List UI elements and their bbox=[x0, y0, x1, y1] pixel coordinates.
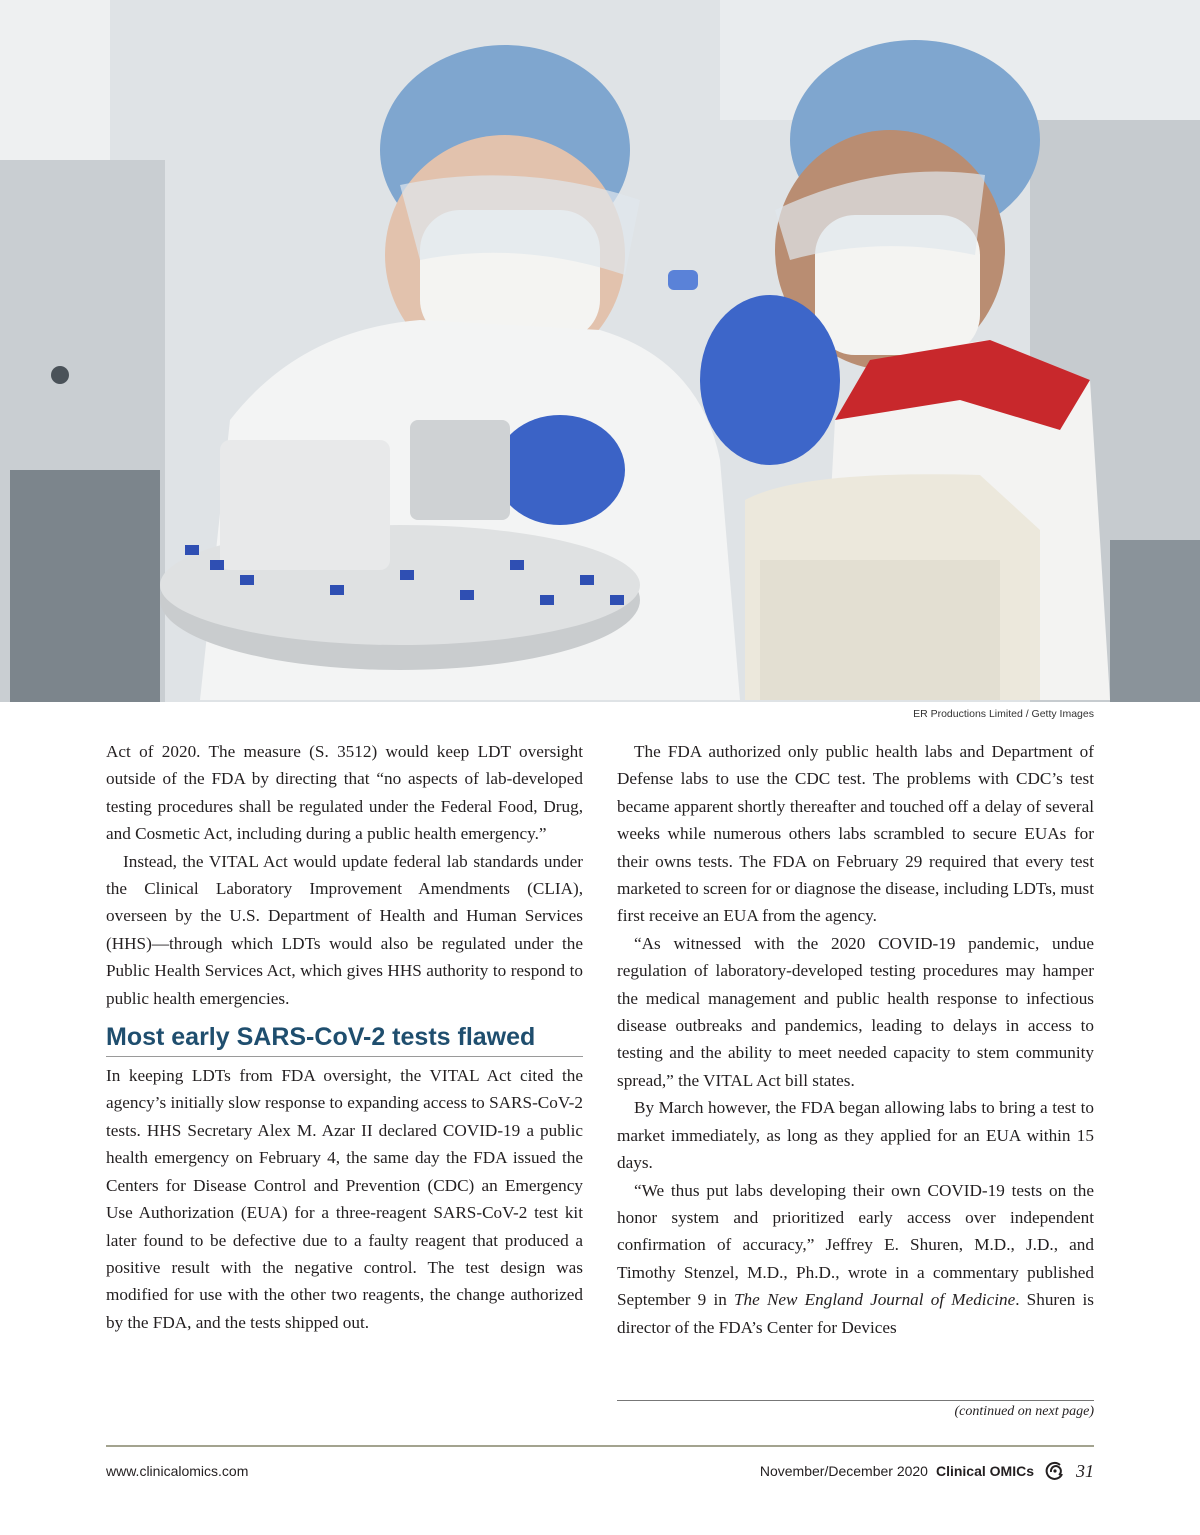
hero-photo bbox=[0, 0, 1200, 702]
body-text: . Shuren is director of the FDA’s Center for Devices bbox=[617, 1290, 1094, 1337]
footer-magazine-name: Clinical OMICs bbox=[935, 1463, 1034, 1479]
body-paragraph: By March however, the FDA began allowing labs to bring a test to market immediately, as long as they applied for an EUA within 15 days. bbox=[617, 1098, 1094, 1173]
photo-credit: ER Productions Limited / Getty Images bbox=[913, 708, 1094, 720]
body-paragraph: Act of 2020. The measure (S. 3512) would keep LDT oversight outside of the FDA by directing that “no aspects of lab-developed testing procedures shall be regulated under the Federal Food, Drug, and Cosmetic Act, including during a public health emergency.” bbox=[106, 742, 583, 844]
body-paragraph: “As witnessed with the 2020 COVID-19 pandemic, undue regulation of laboratory-developed testing procedures may hamper the medical management and public health response to infectious disease outbreaks and pandemics, leading to delays in access to testing and the ability to meet needed capacity to stem community spread,” the VITAL Act bill states. bbox=[617, 933, 1094, 1090]
footer-issue-date: November/December 2020 bbox=[759, 1463, 928, 1479]
footer-divider bbox=[106, 1445, 1094, 1447]
continued-divider bbox=[617, 1400, 1094, 1401]
body-paragraph: The FDA authorized only public health labs and Department of Defense labs to use the CDC test. The problems with CDC’s test became apparent shortly thereafter and touched off a delay of several weeks while numerous others labs scrambled to secure EUAs for their owns tests. The FDA on February 29 required that every test marketed to screen for or diagnose the disease, including LDTs, must first receive an EUA from the agency. bbox=[617, 742, 1094, 926]
continued-note: (continued on next page) bbox=[954, 1404, 1094, 1419]
article-column-right bbox=[617, 738, 1094, 1341]
page-number: 31 bbox=[1076, 1460, 1094, 1481]
clinical-omics-logo-icon bbox=[1042, 1460, 1068, 1482]
footer-url[interactable]: www.clinicalomics.com bbox=[106, 1463, 249, 1479]
body-paragraph: Instead, the VITAL Act would update federal lab standards under the Clinical Laboratory Improvement Amendments (CLIA), overseen by the U.S. Department of Health and Human Services (HHS)—through which LDTs would also be regulated under the Public Health Services Act, which gives HHS authority to respond to public health emergencies. bbox=[106, 851, 583, 1008]
article-column-left bbox=[106, 738, 583, 1336]
body-text: “We thus put labs developing their own COVID-19 tests on the honor system and prioritized early access over independent confirmation of accuracy,” Jeffrey E. Shuren, M.D., J.D., and Timothy Stenzel, M.D., Ph.D., wrote in a commentary published September 9 in bbox=[617, 1180, 1094, 1310]
page-footer bbox=[106, 1460, 1094, 1484]
body-paragraph bbox=[617, 1177, 1094, 1341]
body-paragraph: In keeping LDTs from FDA oversight, the VITAL Act cited the agency’s initially slow response to expanding access to SARS-CoV-2 tests. HHS Secretary Alex M. Azar II declared COVID-19 a public health emergency on February 4, the same day the FDA issued the Centers for Disease Control and Prevention (CDC) an Emergency Use Authorization (EUA) for a three-reagent SARS-CoV-2 test kit later found to be defective due to a faulty reagent that produced a positive result with the negative control. The test design was modified for use with the other two reagents, the change authorized by the FDA, and the tests shipped out. bbox=[106, 1066, 583, 1332]
section-heading: Most early SARS-CoV-2 tests flawed bbox=[106, 1022, 583, 1057]
journal-title: The New England Journal of Medicine bbox=[733, 1290, 1016, 1310]
